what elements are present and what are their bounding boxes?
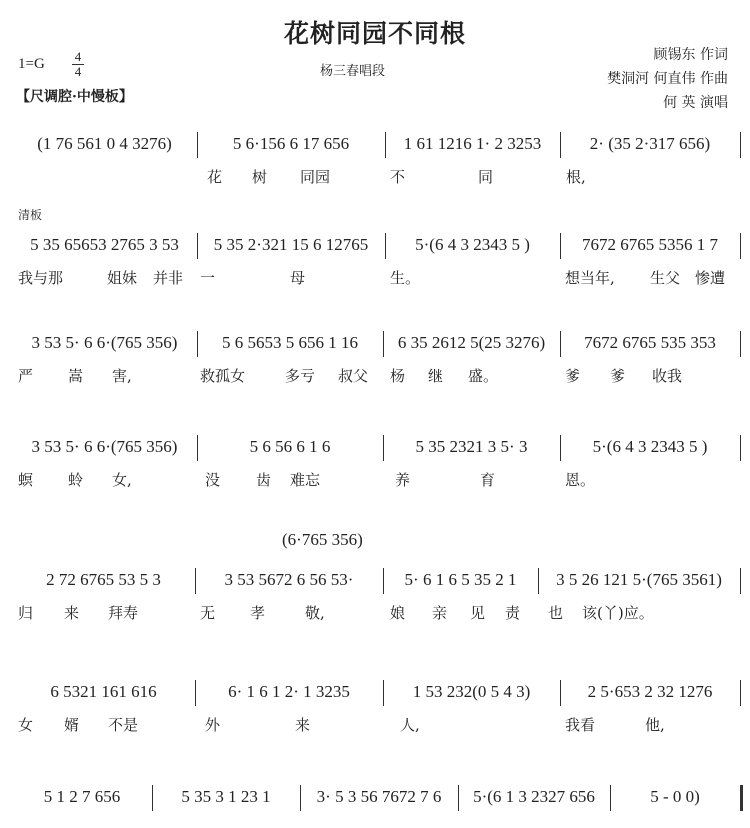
lyric-syllable: 同 — [478, 168, 494, 186]
barline — [560, 680, 561, 706]
barline — [560, 331, 561, 357]
lyric-syllable: 严 — [18, 367, 34, 385]
meter-top: 4 — [74, 49, 82, 64]
lyric-syllable: 叔父 — [338, 367, 369, 385]
lyric-syllable: 并非 — [153, 269, 184, 287]
measure: 3 53 5· 6 6·(765 356) — [31, 333, 178, 352]
barline — [560, 233, 561, 259]
lyric-syllable: 无 — [200, 604, 216, 622]
measure: 1 53 232(0 5 4 3) — [412, 682, 531, 701]
lyric-syllable: 姐妹 — [107, 269, 138, 287]
measure: 7672 6765 535 353 — [584, 333, 716, 352]
lyric-syllable: 嵩 — [68, 367, 84, 385]
measure: 5 - 0 0) — [650, 787, 700, 806]
staff-row — [0, 433, 750, 463]
tempo-change: 清板 — [18, 208, 43, 222]
lyric-syllable: 不 — [390, 168, 406, 186]
lyric-syllable: 恩。 — [565, 471, 596, 489]
lyric-syllable: 来 — [64, 604, 80, 622]
key-signature: 1=G — [18, 56, 45, 72]
lyric-syllable: 外 — [205, 716, 221, 734]
lyric-syllable: 树 — [252, 168, 268, 186]
measure: 2· (35 2·317 656) — [589, 134, 711, 153]
measure: 5 35 2·321 15 6 12765 — [213, 235, 369, 254]
lyric-syllable: 没 — [205, 471, 221, 489]
lyric-syllable: 齿 — [256, 471, 272, 489]
lyric-syllable: 育 — [480, 471, 496, 489]
barline — [152, 785, 153, 811]
lyric-syllable: 也 — [548, 604, 564, 622]
barline — [538, 568, 539, 594]
barline — [197, 331, 198, 357]
lyric-syllable: 救孤女 — [200, 367, 246, 385]
lyric-syllable: 娘 — [390, 604, 406, 622]
lyric-syllable: 多亏 — [285, 367, 316, 385]
measure: 3 53 5672 6 56 53· — [224, 570, 354, 589]
measure: 2 5·653 2 32 1276 — [587, 682, 713, 701]
subtitle: 杨三春唱段 — [320, 64, 386, 79]
lyric-syllable: 继 — [428, 367, 444, 385]
lyric-syllable: 爹 — [565, 367, 581, 385]
lyric-syllable: 来 — [295, 716, 311, 734]
score-title: 花树同园不同根 — [283, 19, 466, 48]
lyric-syllable: 生。 — [390, 269, 421, 287]
lyric-syllable: 一 — [200, 269, 216, 287]
lyric-syllable: 螟 — [18, 471, 34, 489]
measure: 5 6 5653 5 656 1 16 — [222, 333, 358, 352]
lyric-syllable: 蛉 — [68, 471, 84, 489]
measure: 5·(6 4 3 2343 5 ) — [415, 235, 530, 254]
barline — [383, 568, 384, 594]
barline — [560, 132, 561, 158]
barline — [383, 435, 384, 461]
measure: 5·(6 4 3 2343 5 ) — [592, 437, 708, 456]
measure: 5 35 2321 3 5· 3 — [415, 437, 528, 456]
credit-lyricist: 顾锡东 作词 — [653, 47, 728, 63]
lyric-syllable: 同园 — [300, 168, 331, 186]
measure: 6· 1 6 1 2· 1 3235 — [228, 682, 350, 701]
measure: 1 61 1216 1· 2 3253 — [403, 134, 542, 153]
barline — [740, 435, 741, 461]
measure: 3 5 26 121 5·(765 3561) — [556, 570, 722, 589]
barline — [610, 785, 611, 811]
lyric-syllable: 人, — [400, 716, 420, 734]
lyric-syllable: 见 — [470, 604, 486, 622]
barline — [385, 233, 386, 259]
lyric-syllable: 盛。 — [468, 367, 499, 385]
measure: 5 35 65653 2765 3 53 — [30, 235, 179, 254]
lyric-syllable: 爹 — [610, 367, 626, 385]
lyric-syllable: 害, — [112, 367, 132, 385]
staff-row — [0, 130, 750, 160]
lyric-syllable: 惨遭 — [695, 269, 726, 287]
measure: (1 76 561 0 4 3276) — [37, 134, 172, 153]
barline — [195, 680, 196, 706]
barline — [740, 680, 741, 706]
lyric-syllable: 生父 — [650, 269, 681, 287]
tempo-marking: 【尺调腔·中慢板】 — [16, 89, 133, 105]
measure: 5·(6 1 3 2327 656 — [473, 787, 595, 806]
lyric-syllable: 不是 — [108, 716, 139, 734]
measure: 6 5321 161 616 — [50, 682, 157, 701]
lyric-syllable: 敬, — [305, 604, 325, 622]
barline — [197, 132, 198, 158]
lyric-syllable: 他, — [645, 716, 665, 734]
barline — [385, 132, 386, 158]
lyric-syllable: 亲 — [432, 604, 448, 622]
lyric-syllable: 花 — [207, 168, 223, 186]
barline — [740, 568, 741, 594]
meter-bottom: 4 — [72, 64, 84, 79]
staff-row — [0, 231, 750, 261]
lyric-syllable: 想当年, — [565, 269, 615, 287]
lyric-syllable: 拜寿 — [108, 604, 139, 622]
barline — [740, 331, 741, 357]
barline — [740, 132, 741, 158]
measure: 5 35 3 1 23 1 — [181, 787, 271, 806]
barline — [383, 680, 384, 706]
measure: 5 6·156 6 17 656 — [232, 134, 350, 153]
lyric-syllable: 孝 — [250, 604, 266, 622]
lyric-syllable: 婿 — [64, 716, 80, 734]
lyric-syllable: 难忘 — [290, 471, 321, 489]
measure: 5· 6 1 6 5 35 2 1 — [404, 570, 517, 589]
lyric-syllable: 根, — [566, 168, 586, 186]
staff-row — [0, 783, 750, 813]
measure: 5 6 56 6 1 6 — [249, 437, 331, 456]
measure: 6 35 2612 5(25 3276) — [397, 333, 546, 352]
lyric-syllable: 养 — [395, 471, 411, 489]
barline — [458, 785, 459, 811]
lyric-syllable: 责 — [505, 604, 521, 622]
lyric-syllable: 归 — [18, 604, 34, 622]
barline — [560, 435, 561, 461]
measure: 7672 6765 5356 1 7 — [582, 235, 718, 254]
measure: 3 53 5· 6 6·(765 356) — [31, 437, 178, 456]
barline — [300, 785, 301, 811]
lyric-syllable: 杨 — [390, 367, 406, 385]
lyric-syllable: 我看 — [565, 716, 596, 734]
measure: 3· 5 3 56 7672 7 6 — [316, 787, 442, 806]
staff-row — [0, 678, 750, 708]
lyric-syllable: 女, — [112, 471, 132, 489]
barline — [740, 233, 741, 259]
barline — [197, 435, 198, 461]
lyric-syllable: 女 — [18, 716, 34, 734]
lyric-syllable: 收我 — [652, 367, 683, 385]
barline — [383, 331, 384, 357]
credit-composer: 樊洞河 何直伟 作曲 — [607, 71, 728, 87]
staff-row — [0, 329, 750, 359]
measure: 2 72 6765 53 5 3 — [46, 570, 161, 589]
barline — [197, 233, 198, 259]
time-signature — [72, 50, 84, 79]
credit-singer: 何 英 演唱 — [663, 95, 728, 111]
alt-phrase: (6·765 356) — [282, 530, 363, 549]
lyric-syllable: 该(丫)应。 — [582, 604, 654, 622]
barline — [195, 568, 196, 594]
measure: 5 1 2 7 656 — [43, 787, 121, 806]
staff-row — [0, 566, 750, 596]
barline — [740, 785, 743, 811]
lyric-syllable: 我与那 — [18, 269, 64, 287]
lyric-syllable: 母 — [290, 269, 306, 287]
